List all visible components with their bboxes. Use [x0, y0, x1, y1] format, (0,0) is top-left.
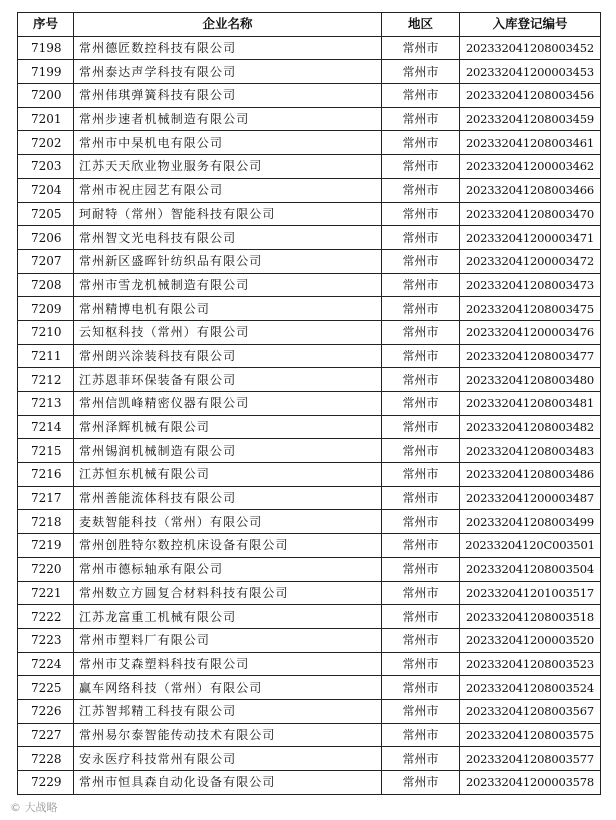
table-row [18, 178, 601, 202]
region: 常州市 [382, 392, 460, 416]
company-name: 赢车网络科技（常州）有限公司 [74, 676, 382, 700]
region: 常州市 [382, 605, 460, 629]
table-row [18, 439, 601, 463]
table-row [18, 652, 601, 676]
registration-code: 20233204120800345​2 [460, 36, 601, 60]
header-region: 地区 [382, 13, 460, 37]
registration-code: 202332041208003577 [460, 747, 601, 771]
region: 常州市 [382, 534, 460, 558]
registration-code: 202332041208003486 [460, 463, 601, 487]
region: 常州市 [382, 297, 460, 321]
region: 常州市 [382, 131, 460, 155]
row-seq: 7225 [18, 676, 74, 700]
row-seq: 7217 [18, 486, 74, 510]
region: 常州市 [382, 723, 460, 747]
table-row [18, 392, 601, 416]
region: 常州市 [382, 320, 460, 344]
watermark-text: © 大战略 [10, 801, 58, 814]
registration-code: 202332041208003567 [460, 699, 601, 723]
row-seq: 7222 [18, 605, 74, 629]
company-name: 江苏龙富重工机械有限公司 [74, 605, 382, 629]
company-name: 常州市艾森塑料科技有限公司 [74, 652, 382, 676]
region: 常州市 [382, 155, 460, 179]
table-row [18, 676, 601, 700]
company-name: 常州新区盛晖针纺织品有限公司 [74, 249, 382, 273]
table-row [18, 226, 601, 250]
table-row [18, 84, 601, 108]
company-name: 常州市雪龙机械制造有限公司 [74, 273, 382, 297]
company-name: 常州创胜特尔数控机床设备有限公司 [74, 534, 382, 558]
row-seq: 7212 [18, 368, 74, 392]
table-row [18, 557, 601, 581]
row-seq: 7216 [18, 463, 74, 487]
company-name: 珂耐特（常州）智能科技有限公司 [74, 202, 382, 226]
registration-code: 202332041200003487 [460, 486, 601, 510]
registration-code: 202332041208003477 [460, 344, 601, 368]
region: 常州市 [382, 415, 460, 439]
enterprise-registry-table [17, 12, 601, 795]
registration-code: 202332041208003466 [460, 178, 601, 202]
registration-code: 202332041200003462 [460, 155, 601, 179]
region: 常州市 [382, 699, 460, 723]
row-seq: 7199 [18, 60, 74, 84]
registration-code: 202332041201003517 [460, 581, 601, 605]
row-seq: 7215 [18, 439, 74, 463]
table-row [18, 699, 601, 723]
table-row [18, 534, 601, 558]
table-row [18, 415, 601, 439]
registration-code: 202332041208003575 [460, 723, 601, 747]
registration-code: 202332041208003504 [460, 557, 601, 581]
company-name: 常州市塑料厂有限公司 [74, 628, 382, 652]
table-row [18, 155, 601, 179]
company-name: 常州市德标轴承有限公司 [74, 557, 382, 581]
table-row [18, 463, 601, 487]
region: 常州市 [382, 581, 460, 605]
table-header-row [18, 13, 601, 37]
table-row [18, 249, 601, 273]
region: 常州市 [382, 344, 460, 368]
row-seq: 7205 [18, 202, 74, 226]
table-row [18, 344, 601, 368]
company-name: 常州智文光电科技有限公司 [74, 226, 382, 250]
registration-code: 202332041208003524 [460, 676, 601, 700]
company-name: 常州信凯峰精密仪器有限公司 [74, 392, 382, 416]
company-name: 云知枢科技（常州）有限公司 [74, 320, 382, 344]
registration-code: 202332041208003518 [460, 605, 601, 629]
registration-code: 202332041208003523 [460, 652, 601, 676]
table-row [18, 486, 601, 510]
region: 常州市 [382, 628, 460, 652]
row-seq: 7210 [18, 320, 74, 344]
registration-code: 202332041208003499 [460, 510, 601, 534]
region: 常州市 [382, 36, 460, 60]
header-registration-code: 入库登记编号 [460, 13, 601, 37]
row-seq: 7208 [18, 273, 74, 297]
table-row [18, 368, 601, 392]
table-body [18, 36, 601, 794]
region: 常州市 [382, 510, 460, 534]
table-row [18, 723, 601, 747]
company-name: 常州数立方圆复合材料科技有限公司 [74, 581, 382, 605]
table-row [18, 60, 601, 84]
company-name: 常州市恒具森自动化设备有限公司 [74, 771, 382, 795]
company-name: 常州精博电机有限公司 [74, 297, 382, 321]
header-seq: 序号 [18, 13, 74, 37]
company-name: 常州朗兴涂装科技有限公司 [74, 344, 382, 368]
region: 常州市 [382, 84, 460, 108]
region: 常州市 [382, 60, 460, 84]
company-name: 常州市中杲机电有限公司 [74, 131, 382, 155]
row-seq: 7209 [18, 297, 74, 321]
row-seq: 7211 [18, 344, 74, 368]
company-name: 江苏恩菲环保装备有限公司 [74, 368, 382, 392]
row-seq: 7213 [18, 392, 74, 416]
region: 常州市 [382, 676, 460, 700]
row-seq: 7221 [18, 581, 74, 605]
row-seq: 7227 [18, 723, 74, 747]
row-seq: 7203 [18, 155, 74, 179]
table-row [18, 107, 601, 131]
company-name: 常州步速者机械制造有限公司 [74, 107, 382, 131]
table-row [18, 36, 601, 60]
registration-code: 202332041208003459 [460, 107, 601, 131]
row-seq: 7202 [18, 131, 74, 155]
table-row [18, 771, 601, 795]
region: 常州市 [382, 178, 460, 202]
row-seq: 7229 [18, 771, 74, 795]
region: 常州市 [382, 202, 460, 226]
row-seq: 7201 [18, 107, 74, 131]
row-seq: 7200 [18, 84, 74, 108]
table-row [18, 320, 601, 344]
row-seq: 7220 [18, 557, 74, 581]
registration-code: 202332041200003476 [460, 320, 601, 344]
row-seq: 7228 [18, 747, 74, 771]
registration-code: 202332041200003471 [460, 226, 601, 250]
company-name: 常州易尔泰智能传动技术有限公司 [74, 723, 382, 747]
table-row [18, 510, 601, 534]
registration-code: 202332041208003480 [460, 368, 601, 392]
row-seq: 7224 [18, 652, 74, 676]
region: 常州市 [382, 439, 460, 463]
region: 常州市 [382, 652, 460, 676]
row-seq: 7214 [18, 415, 74, 439]
registration-code: 202332041208003461 [460, 131, 601, 155]
region: 常州市 [382, 226, 460, 250]
region: 常州市 [382, 486, 460, 510]
company-name: 江苏天天欣业物业服务有限公司 [74, 155, 382, 179]
registration-code: 202332041208003473 [460, 273, 601, 297]
region: 常州市 [382, 463, 460, 487]
table-row [18, 297, 601, 321]
table-row [18, 202, 601, 226]
registration-code: 202332041208003483 [460, 439, 601, 463]
company-name: 江苏恒东机械有限公司 [74, 463, 382, 487]
company-name: 常州市祝庄园艺有限公司 [74, 178, 382, 202]
registration-code: 202332041200003578 [460, 771, 601, 795]
company-name: 常州德匠数控科技有限公司 [74, 36, 382, 60]
registration-code: 202332041208003481 [460, 392, 601, 416]
company-name: 常州伟琪弹簧科技有限公司 [74, 84, 382, 108]
table-row [18, 581, 601, 605]
table-row [18, 131, 601, 155]
row-seq: 7218 [18, 510, 74, 534]
row-seq: 7206 [18, 226, 74, 250]
region: 常州市 [382, 747, 460, 771]
company-name: 常州锡润机械制造有限公司 [74, 439, 382, 463]
registration-code: 202332041208003475 [460, 297, 601, 321]
row-seq: 7198 [18, 36, 74, 60]
row-seq: 7219 [18, 534, 74, 558]
row-seq: 7226 [18, 699, 74, 723]
header-company-name: 企业名称 [74, 13, 382, 37]
table-row [18, 628, 601, 652]
registration-code: 202332041208003456 [460, 84, 601, 108]
region: 常州市 [382, 771, 460, 795]
company-name: 常州泰达声学科技有限公司 [74, 60, 382, 84]
table-row [18, 605, 601, 629]
row-seq: 7204 [18, 178, 74, 202]
company-name: 常州泽辉机械有限公司 [74, 415, 382, 439]
registration-code: 202332041200003472 [460, 249, 601, 273]
registration-code: 202332041200003520 [460, 628, 601, 652]
region: 常州市 [382, 368, 460, 392]
table-row [18, 273, 601, 297]
company-name: 安永医疗科技常州有限公司 [74, 747, 382, 771]
table-row [18, 747, 601, 771]
region: 常州市 [382, 249, 460, 273]
registration-code: 202332041208003470 [460, 202, 601, 226]
company-name: 常州善能流体科技有限公司 [74, 486, 382, 510]
registration-code: 202332041200003453 [460, 60, 601, 84]
region: 常州市 [382, 107, 460, 131]
company-name: 麦麸智能科技（常州）有限公司 [74, 510, 382, 534]
row-seq: 7223 [18, 628, 74, 652]
region: 常州市 [382, 557, 460, 581]
registration-code: 202332041208003482 [460, 415, 601, 439]
registration-code: 20233204120C003501 [460, 534, 601, 558]
region: 常州市 [382, 273, 460, 297]
company-name: 江苏智邦精工科技有限公司 [74, 699, 382, 723]
row-seq: 7207 [18, 249, 74, 273]
